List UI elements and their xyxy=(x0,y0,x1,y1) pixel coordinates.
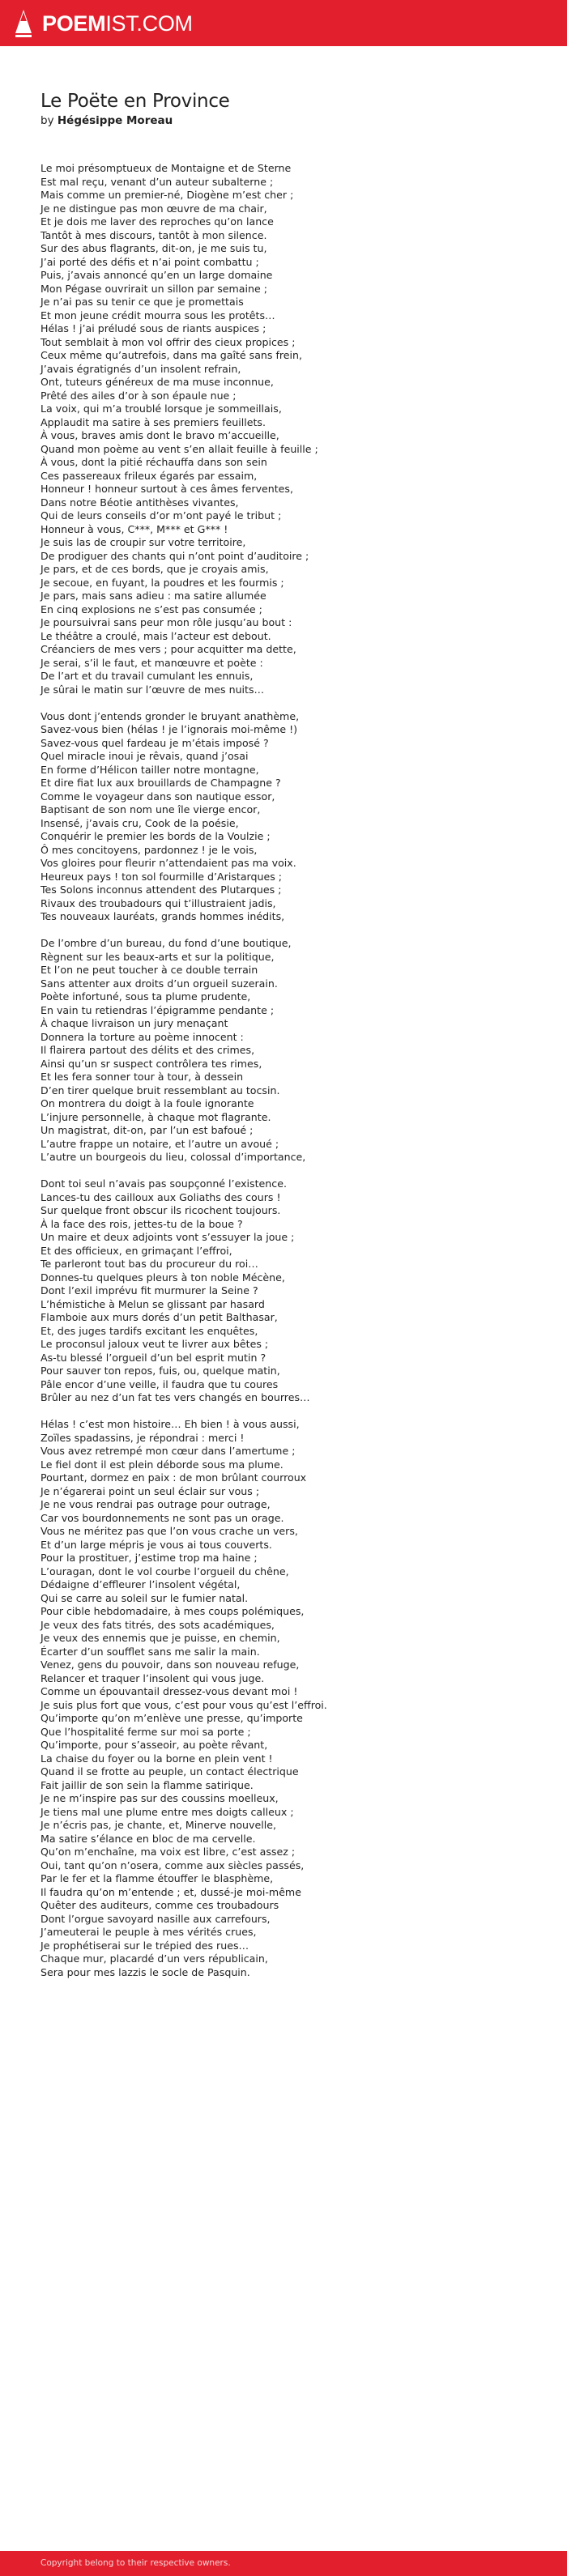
poem-line: Règnent sur les beaux-arts et sur la politique, xyxy=(40,950,275,963)
poem-line: Ceux même qu’autrefois, dans ma gaîté sans frein, xyxy=(40,349,303,361)
poem-line: Et l’on ne peut toucher à ce double terrain xyxy=(40,964,258,976)
poem-line: De prodiguer des chants qui n’ont point d’auditoire ; xyxy=(40,549,309,562)
poem-line: Il faudra qu’on m’entende ; et, dussé-je moi-même xyxy=(40,1885,301,1898)
poem-line: Puis, j’avais annoncé qu’en un large domaine xyxy=(40,269,273,281)
poem-line: Le moi présomptueux de Montaigne et de Sterne xyxy=(40,162,292,174)
poem-line: Dont toi seul n’avais pas soupçonné l’existence. xyxy=(40,1177,287,1190)
poem-line: De l’ombre d’un bureau, du fond d’une boutique, xyxy=(40,937,292,949)
poem-line: Je ne distingue pas mon œuvre de ma chair, xyxy=(40,202,267,215)
poem-line: Quand mon poème au vent s’en allait feuille à feuille ; xyxy=(40,442,318,455)
poem-line: Et, des juges tardifs excitant les enquêtes, xyxy=(40,1324,258,1337)
poem-line: Sur des abus flagrants, dit-on, je me suis tu, xyxy=(40,242,267,254)
poem-line: Et dire fiat lux aux brouillards de Champagne ? xyxy=(40,777,281,789)
poem-stanza xyxy=(40,710,543,924)
poem-line: Honneur à vous, C***, M*** et G*** ! xyxy=(40,522,228,535)
poem-line: Pâle encor d’une veille, il faudra que tu coures xyxy=(40,1377,279,1390)
poem-line: As-tu blessé l’orgueil d’un bel esprit mutin ? xyxy=(40,1351,266,1364)
poem-line: Dont l’orgue savoyard nasille aux carrefours, xyxy=(40,1912,271,1925)
poem-line: Baptisant de son nom une île vierge encor, xyxy=(40,803,261,815)
poem-line: Vous avez retrempé mon cœur dans l’amertume ; xyxy=(40,1445,296,1457)
poem-line: À chaque livraison un jury menaçant xyxy=(40,1017,228,1029)
poem-line: Quêter des auditeurs, comme ces troubadours xyxy=(40,1899,279,1911)
poem-line: L’autre frappe un notaire, et l’autre un avoué ; xyxy=(40,1137,279,1150)
poem-line: Je pars, et de ces bords, que je croyais amis, xyxy=(40,563,269,575)
poem-line: En cinq explosions ne s’est pas consumée ; xyxy=(40,602,262,615)
poem-line: Et des officieux, en grimaçant l’effroi, xyxy=(40,1244,232,1257)
poem-line: Venez, gens du pouvoir, dans son nouveau refuge, xyxy=(40,1658,300,1671)
poem-line: Ainsi qu’un sr suspect contrôlera tes rimes, xyxy=(40,1057,262,1070)
poem-line: Je suis plus fort que vous, c’est pour vous qu’est l’effroi. xyxy=(40,1698,327,1711)
site-name xyxy=(42,10,193,37)
poem-line: Insensé, j’avais cru, Cook de la poésie, xyxy=(40,816,239,829)
poem-line: Savez-vous bien (hélas ! je l’ignorais moi-même !) xyxy=(40,723,298,735)
poem-line: Je ne vous rendrai pas outrage pour outrage, xyxy=(40,1498,271,1510)
site-header xyxy=(0,0,567,46)
poem-line: Je tiens mal une plume entre mes doigts calleux ; xyxy=(40,1805,294,1818)
poem-line: Le théâtre a croulé, mais l’acteur est debout. xyxy=(40,629,271,642)
site-name-bold: POEM xyxy=(42,11,106,36)
poem-line: Conquérir le premier les bords de la Voulzie ; xyxy=(40,830,271,842)
poem-line: Car vos bourdonnements ne sont pas un orage. xyxy=(40,1511,284,1524)
poem-line: À la face des rois, jettes-tu de la boue ? xyxy=(40,1217,243,1230)
poem-line: À vous, braves amis dont le bravo m’accueille, xyxy=(40,429,279,441)
byline-prefix: by xyxy=(40,114,54,127)
poem-line: Je n’ai pas su tenir ce que je promettais xyxy=(40,296,244,308)
poem-line: Le fiel dont il est plein déborde sous ma plume. xyxy=(40,1458,284,1471)
poem-line: Qu’on m’enchaîne, ma voix est libre, c’est assez ; xyxy=(40,1846,296,1858)
poem-line: Chaque mur, placardé d’un vers républicain, xyxy=(40,1952,268,1965)
poem-stanza xyxy=(40,162,543,696)
poem-line: Je n’égarerai point un seul éclair sur vous ; xyxy=(40,1484,260,1497)
poem-line: Pour la prostituer, j’estime trop ma haine ; xyxy=(40,1552,258,1564)
poem-line: Mais comme un premier-né, Diogène m’est cher ; xyxy=(40,189,294,201)
poem-line: Pourtant, dormez en paix : de mon brûlant courroux xyxy=(40,1471,307,1484)
poem-line: Quel miracle inoui je rêvais, quand j’osai xyxy=(40,750,249,762)
poem-line: Je n’écris pas, je chante, et, Minerve nouvelle, xyxy=(40,1819,276,1831)
poem-line: Et mon jeune crédit mourra sous les protêts… xyxy=(40,309,275,321)
poem-title: Le Poëte en Province xyxy=(40,91,230,112)
poem-line: Hélas ! c’est mon histoire… Eh bien ! à vous aussi, xyxy=(40,1418,300,1430)
poem-line: Vos gloires pour fleurir n’attendaient pas ma voix. xyxy=(40,857,296,869)
poem-line: Donnes-tu quelques pleurs à ton noble Mécène, xyxy=(40,1271,285,1284)
poem-line: J’avais égratignés d’un insolent refrain, xyxy=(40,362,241,375)
poem-line: Est mal reçu, venant d’un auteur subalterne ; xyxy=(40,175,274,188)
poem-line: L’injure personnelle, à chaque mot flagrante. xyxy=(40,1110,271,1123)
poem-line: Je pars, mais sans adieu : ma satire allumée xyxy=(40,590,266,602)
poem-line: Ô mes concitoyens, pardonnez ! je le vois, xyxy=(40,843,258,856)
poem-line: Oui, tant qu’on n’osera, comme aux siècles passés, xyxy=(40,1859,305,1871)
poem-line: Que l’hospitalité ferme sur moi sa porte ; xyxy=(40,1725,251,1738)
poem-stanza xyxy=(40,937,543,1165)
poem-line: Pour sauver ton repos, fuis, ou, quelque matin, xyxy=(40,1365,280,1377)
poem-line: Qu’importe, pour s’asseoir, au poète rêvant, xyxy=(40,1739,268,1751)
poem-line: Dédaigne d’effleurer l’insolent végétal, xyxy=(40,1578,241,1590)
poem-line: Tout semblait à mon vol offrir des cieux propices ; xyxy=(40,335,296,348)
poem-line: Je prophétiserai sur le trépied des rues… xyxy=(40,1939,249,1952)
poem-line: Sur quelque front obscur ils ricochent toujours. xyxy=(40,1204,281,1216)
poem-line: Mon Pégase ouvrirait un sillon par semaine ; xyxy=(40,282,268,295)
poem-line: Créanciers de mes vers ; pour acquitter ma dette, xyxy=(40,643,296,655)
poem-line: Comme un épouvantail dressez-vous devant moi ! xyxy=(40,1685,298,1697)
poem-line: Dans notre Béotie antithèses vivantes, xyxy=(40,496,239,509)
poem-line: Zoïles spadassins, je répondrai : merci ! xyxy=(40,1431,245,1444)
poem-line: Et d’un large mépris je vous ai tous couverts. xyxy=(40,1538,272,1551)
poem-line: Vous dont j’entends gronder le bruyant anathème, xyxy=(40,709,300,722)
poem-line: Relancer et traquer l’insolent qui vous juge. xyxy=(40,1671,265,1684)
site-name-light: IST.COM xyxy=(105,11,193,36)
poem-line: Honneur ! honneur surtout à ces âmes ferventes, xyxy=(40,483,293,495)
poem-line: L’ouragan, dont le vol courbe l’orgueil du chêne, xyxy=(40,1565,289,1578)
poem-line: Je ne m’inspire pas sur des coussins moelleux, xyxy=(40,1792,279,1804)
poem-line: Le proconsul jaloux veut te livrer aux bêtes ; xyxy=(40,1338,269,1350)
poem-body xyxy=(40,162,543,1979)
poem-line: Donnera la torture au poème innocent : xyxy=(40,1030,244,1043)
poem-line: Un maire et deux adjoints vont s’essuyer la joue ; xyxy=(40,1231,295,1243)
poem-line: Brûler au nez d’un fat tes vers changés en bourres… xyxy=(40,1391,310,1403)
poem-line: Par le fer et la flamme étouffer le blasphème, xyxy=(40,1872,274,1884)
poem-line: Flamboie aux murs dorés d’un petit Balthasar, xyxy=(40,1311,278,1323)
poem-stanza xyxy=(40,1418,543,1979)
poem-line: Dont l’exil imprévu fit murmurer la Seine ? xyxy=(40,1284,258,1297)
poem-line: Je secoue, en fuyant, la poudres et les fourmis ; xyxy=(40,576,284,589)
poem-line: L’hémistiche à Melun se glissant par hasard xyxy=(40,1297,265,1310)
poem-line: Comme le voyageur dans son nautique essor, xyxy=(40,790,275,803)
poem-line: Ces passereaux frileux égarés par essaim, xyxy=(40,469,258,482)
poem-line: Sera pour mes lazzis le socle de Pasquin. xyxy=(40,1965,250,1978)
copyright-notice: Copyright belong to their respective owners. xyxy=(40,2558,231,2568)
poem-line: Et les fera sonner tour à tour, à dessein xyxy=(40,1071,244,1083)
poem-line: Je sûrai le matin sur l’œuvre de mes nuits… xyxy=(40,683,265,696)
poem-line: J’ameuterai le peuple à mes vérités crues, xyxy=(40,1926,257,1938)
poem-line: Ma satire s’élance en bloc de ma cervelle. xyxy=(40,1832,256,1845)
poem-line: Te parleront tout bas du procureur du roi… xyxy=(40,1258,258,1270)
triangle-logo-icon xyxy=(13,10,34,37)
poem-line: Ont, tuteurs généreux de ma muse inconnue, xyxy=(40,376,274,388)
poem-line: Qu’importe qu’on m’enlève une presse, qu’importe xyxy=(40,1712,303,1724)
poem-line: Qui se carre au soleil sur le fumier natal. xyxy=(40,1591,249,1604)
poem-line: La voix, qui m’a troublé lorsque je sommeillais, xyxy=(40,402,282,415)
poem-line: Poète infortuné, sous ta plume prudente, xyxy=(40,990,251,1003)
poem-line: Vous ne méritez pas que l’on vous crache un vers, xyxy=(40,1525,298,1537)
poem-line: Quand il se frotte au peuple, un contact électrique xyxy=(40,1765,299,1778)
poem-article xyxy=(40,89,543,1993)
poem-line: Je veux des ennemis que je puisse, en chemin, xyxy=(40,1632,280,1644)
poem-line: Hélas ! j’ai préludé sous de riants auspices ; xyxy=(40,322,266,334)
poem-line: En vain tu retiendras l’épigramme pendante ; xyxy=(40,1003,275,1016)
poem-line: L’autre un bourgeois du lieu, colossal d’importance, xyxy=(40,1151,306,1163)
poem-line: On montrera du doigt à la foule ignorante xyxy=(40,1097,254,1109)
poem-line: Prêté des ailes d’or à son épaule nue ; xyxy=(40,389,237,402)
poem-line: Sans attenter aux droits d’un orgueil suzerain. xyxy=(40,977,278,990)
poem-line: Pour cible hebdomadaire, à mes coups polémiques, xyxy=(40,1605,305,1617)
poem-line: Écarter d’un soufflet sans me salir la main. xyxy=(40,1645,260,1658)
poem-line: Savez-vous quel fardeau je m’étais imposé ? xyxy=(40,736,269,749)
poem-line: Et je dois me laver des reproches qu’on lance xyxy=(40,215,274,228)
poem-line: Lances-tu des cailloux aux Goliaths des cours ! xyxy=(40,1190,281,1203)
poem-line: Qui de leurs conseils d’or m’ont payé le tribut ; xyxy=(40,509,282,522)
byline xyxy=(40,113,543,129)
poem-line: D’en tirer quelque bruit ressemblant au tocsin. xyxy=(40,1084,280,1096)
poem-line: Je serai, s’il le faut, et manœuvre et poète : xyxy=(40,656,263,669)
poem-line: En forme d’Hélicon tailler notre montagne, xyxy=(40,763,259,776)
poem-line: Je poursuivrai sans peur mon rôle jusqu’au bout : xyxy=(40,616,292,628)
poem-line: Applaudit ma satire à ses premiers feuillets. xyxy=(40,415,266,428)
poem-line: Fait jaillir de son sein la flamme satirique. xyxy=(40,1778,254,1791)
poem-line: Il flairera partout des délits et des crimes, xyxy=(40,1044,255,1056)
poem-line: Tes nouveaux lauréats, grands hommes inédits, xyxy=(40,910,285,922)
poem-line: Je veux des fats titrés, des sots académiques, xyxy=(40,1618,275,1631)
poem-line: Tes Solons inconnus attendent des Plutarques ; xyxy=(40,884,282,896)
poem-line: Un magistrat, dit-on, par l’un est bafoué ; xyxy=(40,1124,254,1136)
author-name[interactable]: Hégésippe Moreau xyxy=(57,114,173,127)
poem-line: La chaise du foyer ou la borne en plein vent ! xyxy=(40,1752,273,1765)
poem-line: Je suis las de croupir sur votre territoire, xyxy=(40,536,246,548)
poem-stanza xyxy=(40,1177,543,1405)
site-footer xyxy=(0,2551,567,2576)
poem-line: De l’art et du travail cumulant les ennuis, xyxy=(40,670,254,682)
poem-line: Heureux pays ! ton sol fourmille d’Aristarques ; xyxy=(40,870,283,883)
poem-line: J’ai porté des défis et n’ai point combattu ; xyxy=(40,255,259,268)
poem-line: À vous, dont la pitié réchauffa dans son sein xyxy=(40,456,267,468)
poem-line: Tantôt à mes discours, tantôt à mon silence. xyxy=(40,228,267,241)
site-logo[interactable] xyxy=(13,10,193,37)
poem-line: Rivaux des troubadours qui t’illustraient jadis, xyxy=(40,896,276,909)
